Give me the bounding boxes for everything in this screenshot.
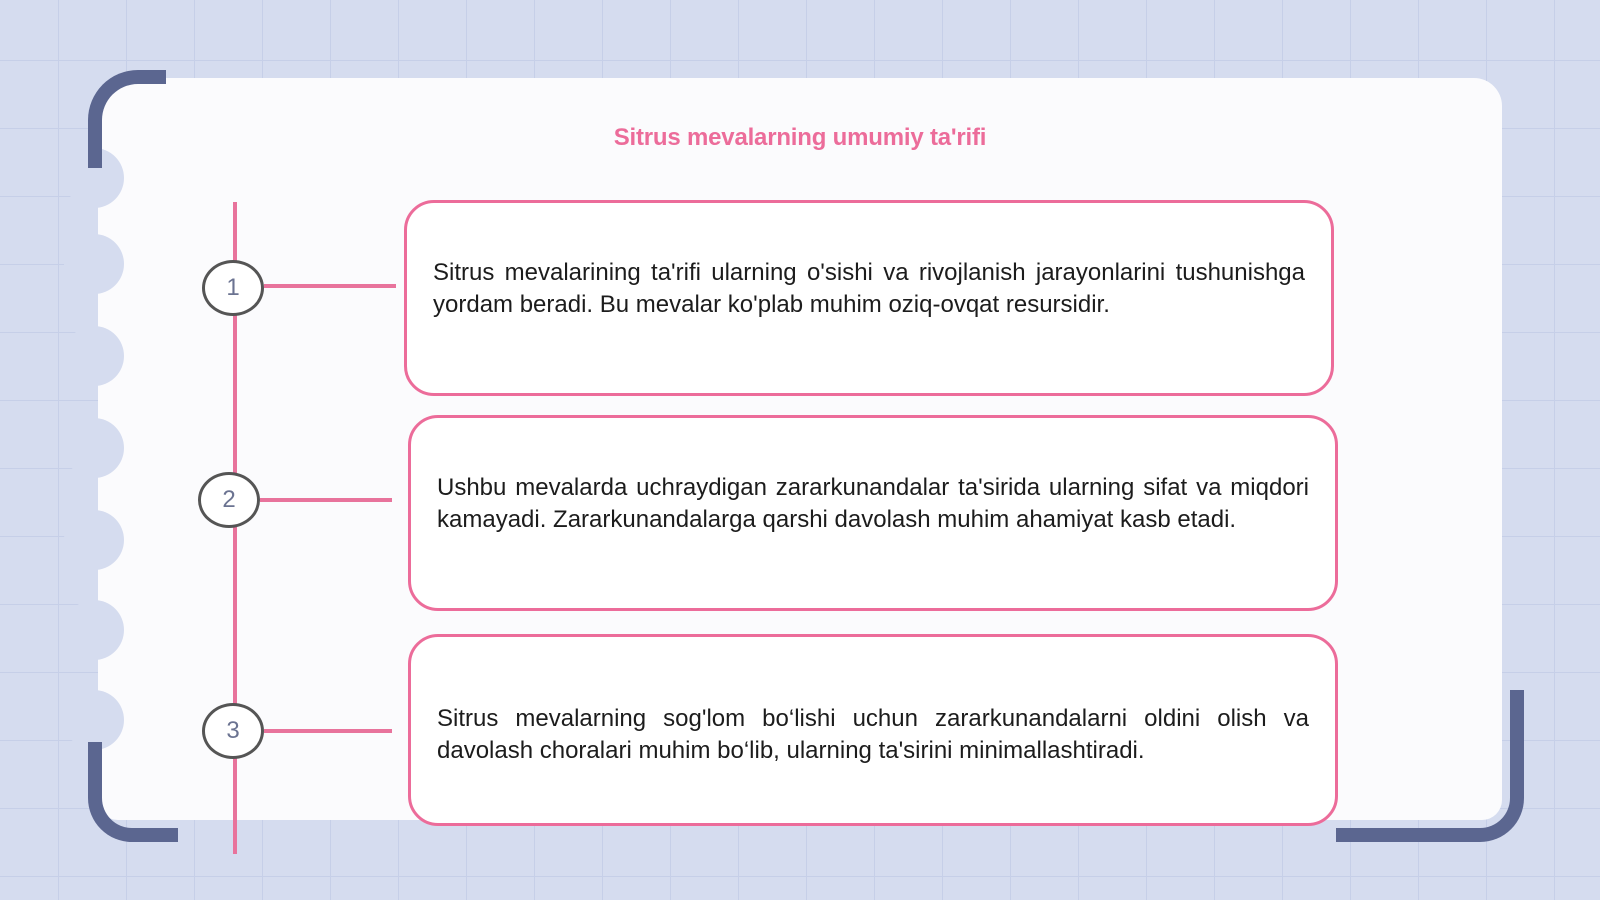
slide-title: Sitrus mevalarning umumiy ta'rifi (613, 124, 987, 151)
corner-bracket-bottom-left (88, 742, 178, 842)
step-number-circle (198, 472, 260, 528)
step-box-1 (404, 200, 1334, 396)
step-box-3 (408, 634, 1338, 826)
step-number: 3 (226, 717, 240, 744)
timeline-connector (264, 729, 392, 733)
corner-bracket-top-left (88, 70, 166, 168)
card-edge-notch (64, 418, 124, 478)
card-edge-notch (64, 326, 124, 386)
step-number-circle (202, 260, 264, 316)
step-description: Sitrus mevalarining ta'rifi ularning o'sishi va rivojlanish jarayonlarini tushunishga yordam beradi. Bu mevalar ko'plab muhim oziq-ovqat resursidir. (433, 259, 1305, 318)
timeline-connector (264, 284, 396, 288)
timeline-connector (260, 498, 392, 502)
card-edge-notch (64, 600, 124, 660)
step-number-circle (202, 703, 264, 759)
step-box-2 (408, 415, 1338, 611)
step-number: 1 (226, 274, 240, 301)
corner-bracket-bottom-right (1336, 690, 1524, 842)
step-number: 2 (222, 486, 236, 513)
step-description: Ushbu mevalarda uchraydigan zararkunandalar ta'sirida ularning sifat va miqdori kamayadi. Zararkunandalarga qarshi davolash muhim ahamiyat kasb etadi. (437, 474, 1309, 533)
card-edge-notch (64, 234, 124, 294)
card-edge-notch (64, 510, 124, 570)
step-description: Sitrus mevalarning sog'lom bo‘lishi uchun zararkunandalarni oldini olish va davolash choralari muhim bo‘lib, ularning ta'sirini minimallashtiradi. (437, 705, 1309, 764)
card-edge-notch (64, 690, 124, 750)
